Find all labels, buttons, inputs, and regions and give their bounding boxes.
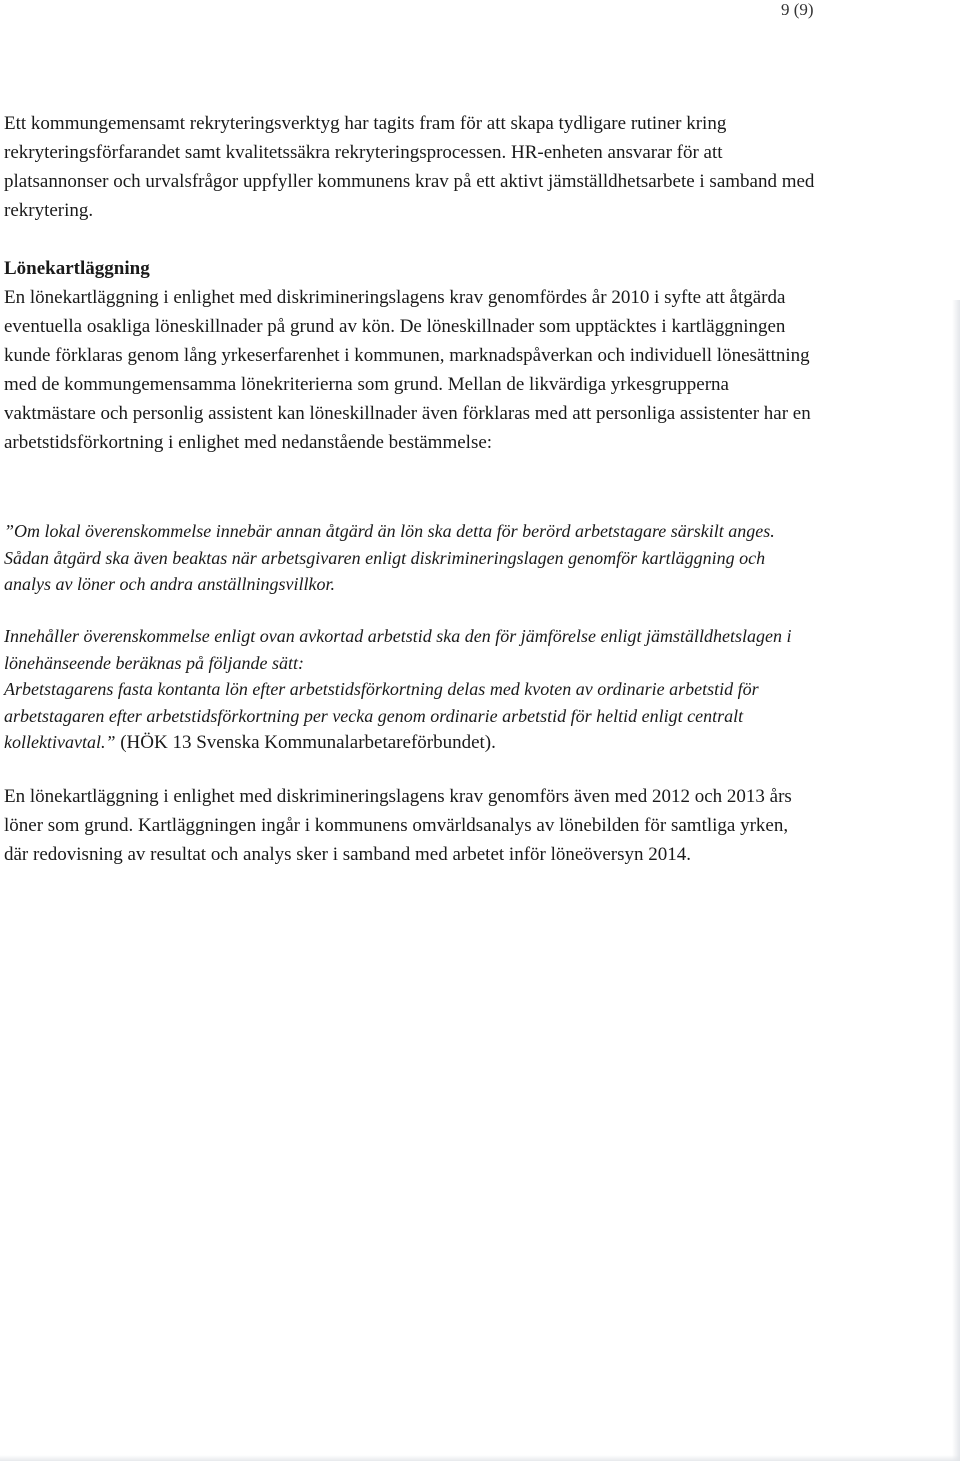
page-edge-shadow <box>952 300 960 1461</box>
quote-paragraph-1: ”Om lokal överenskommelse innebär annan åtgärd än lön ska detta för berörd arbetstagare särskilt anges. Sådan åtgärd ska även beaktas när arbetsgivaren enligt diskrimineringslagen genomför kartläggning och analys av löner och andra anställningsvillkor. <box>4 521 775 594</box>
page-bottom-shadow <box>0 1455 960 1461</box>
quote-source: (HÖK 13 Svenska Kommunalarbetareförbundet). <box>115 732 496 753</box>
section-heading: Lönekartläggning <box>4 258 150 279</box>
quote-paragraph-2 <box>4 623 816 757</box>
survey-paragraph: En lönekartläggning i enlighet med diskrimineringslagens krav genomfördes år 2010 i syfte att åtgärda eventuella osakliga löneskillnader på grund av kön. De löneskillnader som upptäcktes i kartläggningen kunde förklaras genom lång yrkeserfarenhet i kommunen, marknadspåverkan och individuell lönesättning med de kommungemensamma lönekriterierna som grund. Mellan de likvärdiga yrkesgrupperna vaktmästare och personlig assistent kan löneskillnader även förklaras med att personliga assistenter har en arbetstidsförkortning i enlighet med nedanstående bestämmelse: <box>4 287 811 453</box>
closing-paragraph: En lönekartläggning i enlighet med diskrimineringslagens krav genomförs även med 2012 och 2013 års löner som grund. Kartläggningen ingår i kommunens omvärldsanalys av lönebilden för samtliga yrken, där redovisning av resultat och analys sker i samband med arbetet inför löneöversyn 2014. <box>4 786 792 865</box>
page-number: 9 (9) <box>781 0 814 19</box>
quote-2-line-1: Innehåller överenskommelse enligt ovan avkortad arbetstid ska den för jämförelse enligt jämställdhetslagen i lönehänseende beräknas på följande sätt: <box>4 626 792 673</box>
intro-paragraph: Ett kommungemensamt rekryteringsverktyg har tagits fram för att skapa tydligare rutiner kring rekryteringsförfarandet samt kvalitetssäkra rekryteringsprocessen. HR-enheten ansvarar för att platsannonser och urvalsfrågor uppfyller kommunens krav på ett aktivt jämställdhetsarbete i samband med rekrytering. <box>4 113 815 221</box>
quote-2-line-2 <box>4 676 816 757</box>
quote-2-text: Arbetstagarens fasta kontanta lön efter arbetstidsförkortning delas med kvoten av ordinarie arbetstid för arbetstagaren efter arbetstidsförkortning per vecka genom ordinarie arbetstid för heltid enligt centralt kollektivavtal.” <box>4 679 759 752</box>
